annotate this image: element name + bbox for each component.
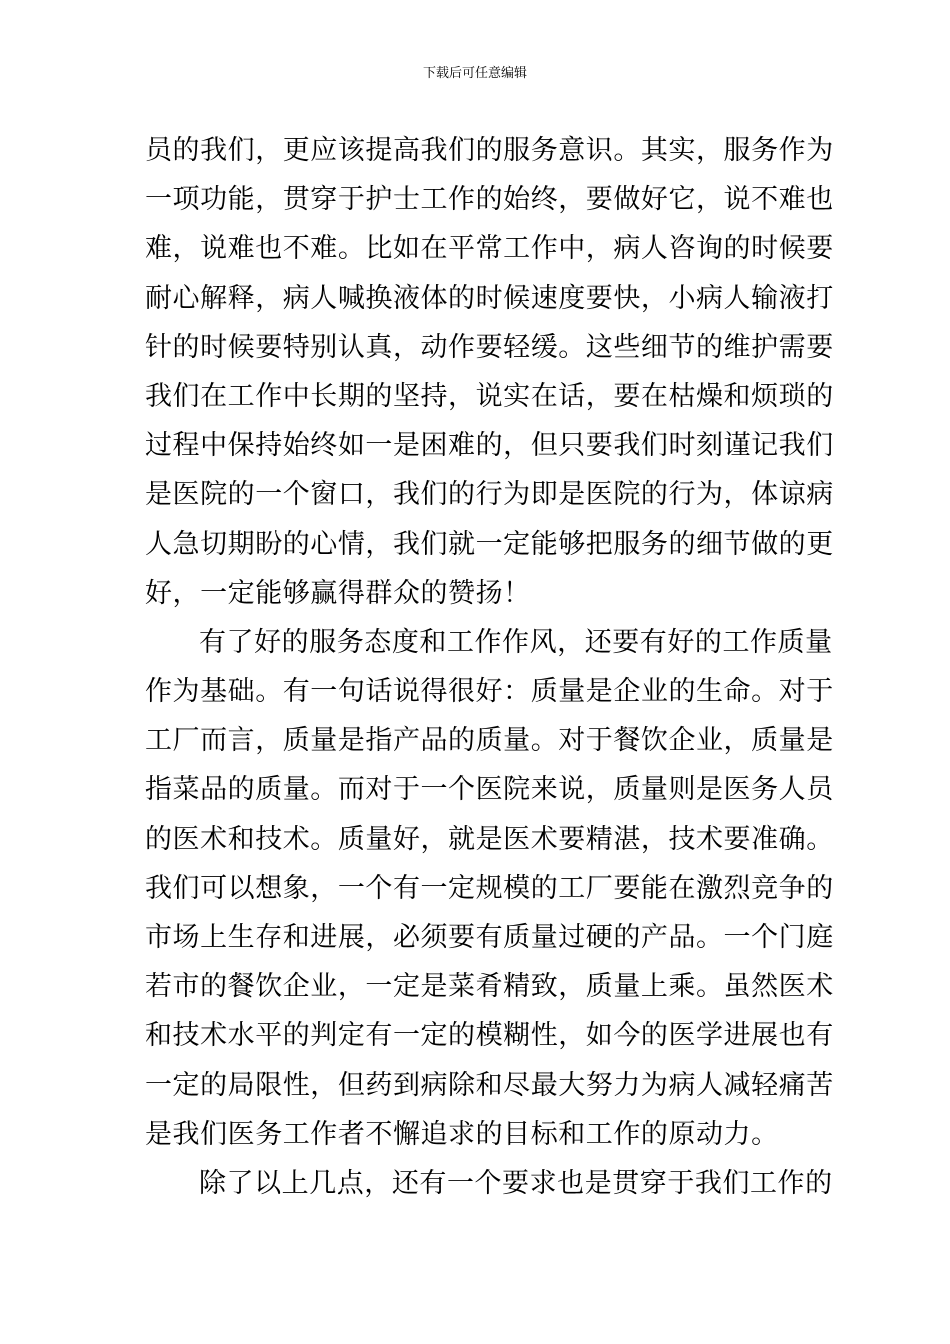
text-line: 指菜品的质量。而对于一个医院来说，质量则是医务人员 [145,774,834,806]
text-line: 和技术水平的判定有一定的模糊性，如今的医学进展也有 [145,1020,834,1052]
text-line: 针的时候要特别认真，动作要轻缓。这些细节的维护需要 [145,331,834,363]
text-line: 一定的局限性，但药到病除和尽最大努力为病人减轻痛苦 [145,1069,834,1101]
text-line: 我们在工作中长期的坚持，说实在话，要在枯燥和烦琐的 [145,380,834,412]
text-line: 过程中保持始终如一是困难的，但只要我们时刻谨记我们 [145,430,834,462]
paragraph-start-line: 除了以上几点，还有一个要求也是贯穿于我们工作的 [199,1167,833,1199]
text-line: 好，一定能够赢得群众的赞扬！ [145,577,531,609]
page-header: 下载后可任意编辑 [422,66,527,81]
text-line: 我们可以想象，一个有一定规模的工厂要能在激烈竞争的 [145,872,834,904]
text-line: 若市的餐饮企业，一定是菜肴精致，质量上乘。虽然医术 [145,971,834,1003]
text-line: 是医院的一个窗口，我们的行为即是医院的行为，体谅病 [145,479,834,511]
paragraph-start-line: 有了好的服务态度和工作作风，还要有好的工作质量 [199,626,833,658]
text-line: 是我们医务工作者不懈追求的目标和工作的原动力。 [145,1118,779,1150]
text-line: 人急切期盼的心情，我们就一定能够把服务的细节做的更 [145,528,834,560]
document-body [145,126,834,1208]
text-line: 工厂而言，质量是指产品的质量。对于餐饮企业，质量是 [145,725,834,757]
text-line: 的医术和技术。质量好，就是医术要精湛，技术要准确。 [145,823,834,855]
text-line: 员的我们，更应该提高我们的服务意识。其实，服务作为 [145,135,834,166]
text-line: 作为基础。有一句话说得很好：质量是企业的生命。对于 [145,676,834,708]
text-line: 一项功能，贯穿于护士工作的始终，要做好它，说不难也 [145,184,834,216]
text-line: 耐心解释，病人喊换液体的时候速度要快，小病人输液打 [145,282,834,314]
text-line: 市场上生存和进展，必须要有质量过硬的产品。一个门庭 [145,922,834,953]
text-line: 难，说难也不难。比如在平常工作中，病人咨询的时候要 [145,233,834,265]
